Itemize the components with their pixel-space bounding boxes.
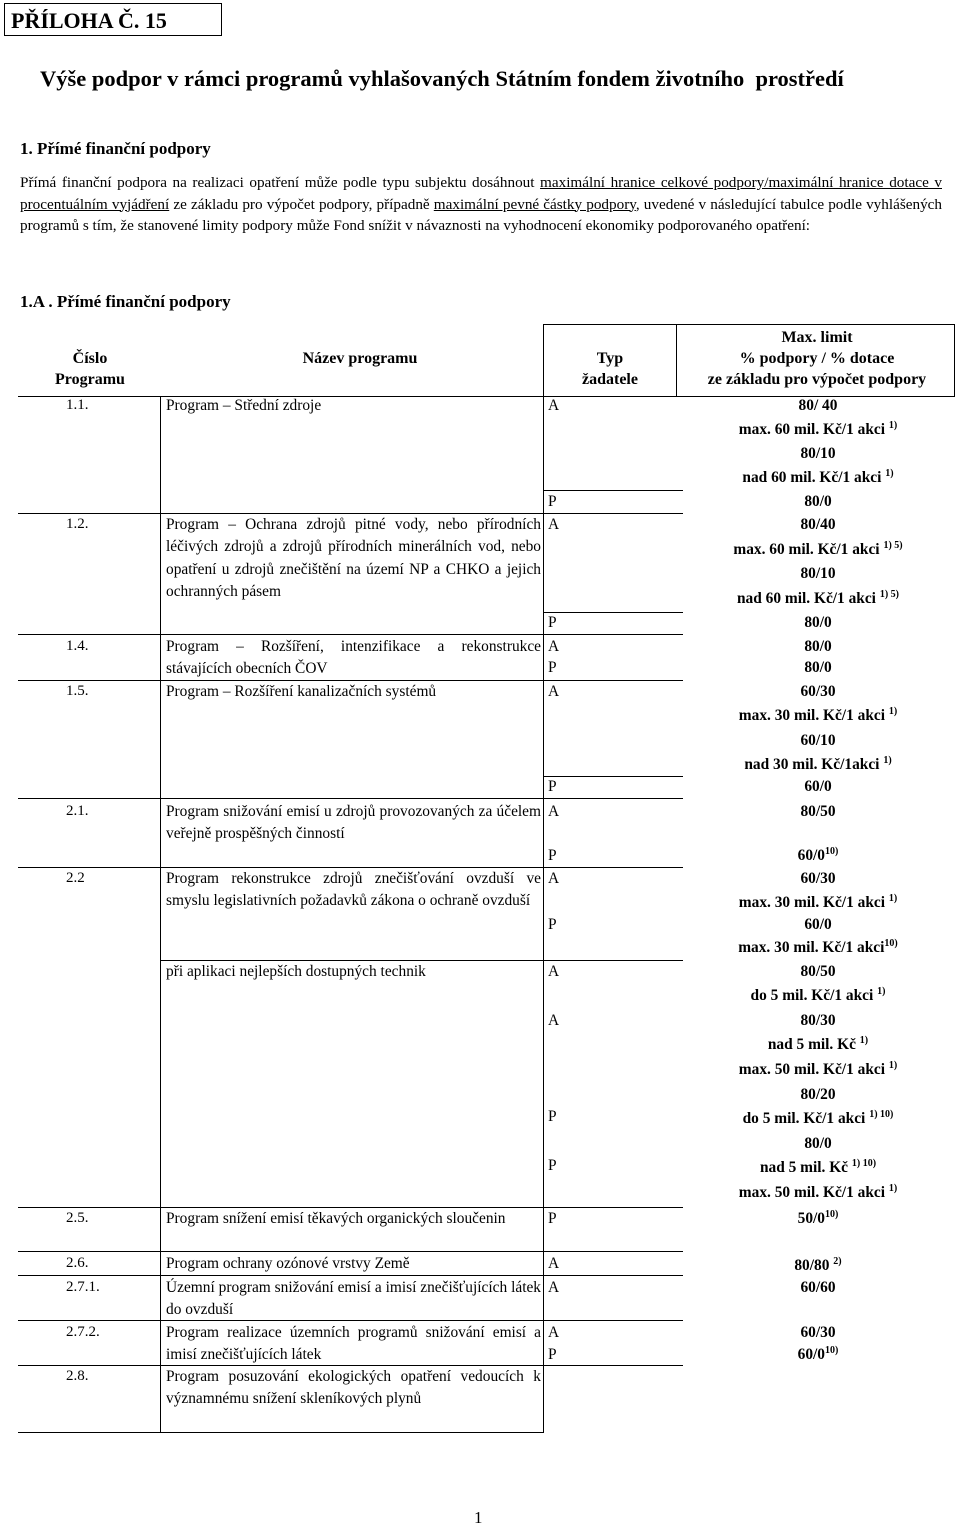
program-name: Program – Ochrana zdrojů pitné vody, nebo přírodních léčivých zdrojů a zdrojů přírodních minerálních vod, nebo opatření u zdrojů znečištění na území NP a CHKO a jejich ochranných pásem [166, 516, 541, 601]
limit-value: 60/0$^{10)}$ [797, 1345, 839, 1363]
applicant-type: A [548, 683, 560, 700]
limit-value: 60/0 [804, 778, 832, 795]
limit-value: 60/0 [804, 916, 832, 933]
limit-condition: max. 30 mil. Kč/1 akci $^{1)}$ [738, 706, 898, 724]
limit-value: 80/80 $^{2)}$ [794, 1256, 842, 1274]
program-number: 1.1. [66, 397, 89, 413]
program-number: 1.2. [66, 516, 89, 532]
applicant-type: A [548, 397, 560, 414]
applicant-type: A [548, 1012, 560, 1029]
limit-condition: max. 60 mil. Kč/1 akci $^{1) 5)}$ [733, 540, 903, 558]
limit-condition: nad 30 mil. Kč/1akci $^{1)}$ [744, 755, 892, 773]
limit-condition: max. 50 mil. Kč/1 akci $^{1)}$ [738, 1183, 898, 1201]
row-divider [543, 776, 683, 777]
limit-condition: max. 60 mil. Kč/1 akci $^{1)}$ [738, 420, 898, 438]
program-name: Program snižování emisí u zdrojů provozovaných za účelem veřejně prospěšných činností [166, 803, 541, 842]
table-column-divider [543, 396, 544, 1432]
intro-paragraph: Přímá finanční podpora na realizaci opatření může podle typu subjektu dosáhnout maximální hranice celkové podpory/maximální hranice dotace v procentuálním vyjádření ze základu pro výpočet podpory, případně maximální pevné částky podpory, uvedené v následující tabulce podle vyhlášených programů s tím, že stanovené limity podpory může Fond snížit v návaznosti na vyhodnocení ekonomiky podporovaného opatření: [20, 174, 943, 235]
limit-condition: max. 30 mil. Kč/1 akci$^{10)}$ [738, 938, 898, 956]
limit-value: 80/0 [804, 1135, 832, 1152]
program-name: Program posuzování ekologických opatření vedoucích k významnému snížení skleníkových plynů [166, 1368, 541, 1407]
applicant-type: A [548, 803, 560, 820]
footnote-ref: 10) [825, 1345, 839, 1356]
applicant-type: P [548, 1157, 557, 1174]
footnote-ref: 1) [883, 755, 892, 766]
program-name: při aplikaci nejlepších dostupných technik [166, 963, 426, 980]
limit-value: 60/30 [800, 870, 836, 887]
limit-value: 60/30 [800, 1324, 836, 1341]
program-name: Program rekonstrukce zdrojů znečišťování ovzduší ve smyslu legislativních požadavků zákona o ochraně ovzduší [166, 870, 541, 909]
page-number: 1 [474, 1508, 483, 1527]
footnote-ref: 1) [888, 1060, 898, 1071]
row-divider [543, 490, 683, 491]
intro-underlined-fixed-amount: maximální pevné částky podpory [433, 195, 636, 213]
applicant-type: P [548, 614, 557, 631]
footnote-ref: 10) [884, 938, 898, 949]
table-bottom-line [18, 1432, 544, 1433]
table-top-line [543, 324, 955, 325]
annex-label: PŘÍLOHA Č. 15 [4, 3, 222, 36]
footnote-ref: 1) 10) [869, 1109, 894, 1120]
applicant-type: P [548, 778, 557, 795]
row-divider [18, 1275, 683, 1276]
limit-value: 80/10 [800, 565, 836, 582]
limit-condition: nad 5 mil. Kč $^{1) 10)}$ [759, 1158, 877, 1176]
row-divider [18, 1251, 683, 1252]
applicant-type: A [548, 1255, 560, 1272]
footnote-ref: 1) [888, 420, 898, 431]
table-header-divider [676, 324, 677, 397]
footnote-ref: 1) [888, 1183, 898, 1194]
applicant-type: P [548, 1108, 557, 1125]
footnote-ref: 10) [825, 846, 839, 857]
footnote-ref: 1) [888, 893, 898, 904]
header-max-limit: Max. limit % podpory / % dotace ze základu pro výpočet podpory [707, 329, 927, 388]
limit-value: 80/40 [800, 516, 836, 533]
limit-condition: nad 60 mil. Kč/1 akci $^{1) 5)}$ [737, 589, 899, 607]
row-divider [18, 798, 683, 799]
program-name: Územní program snižování emisí a imisí znečišťujících látek do ovzduší [166, 1279, 541, 1318]
program-number: 2.8. [66, 1368, 89, 1384]
program-name: Program snížení emisí těkavých organických sloučenin [166, 1210, 506, 1227]
footnote-ref: 1) [885, 468, 894, 479]
program-number: 2.7.1. [66, 1279, 100, 1295]
program-number: 2.6. [66, 1255, 89, 1271]
footnote-ref: 1) 5) [879, 589, 899, 600]
limit-value: 50/0$^{10)}$ [797, 1209, 839, 1227]
applicant-type: A [548, 1324, 560, 1341]
header-number: Číslo Programu [55, 350, 125, 388]
footnote-ref: 1) 10) [851, 1158, 877, 1169]
applicant-type: P [548, 847, 557, 864]
sub-heading: 1.A . Přímé finanční podpory [20, 292, 231, 311]
applicant-type: P [548, 1210, 557, 1227]
limit-value: 80/ 40 [798, 397, 838, 414]
applicant-type: A [548, 516, 560, 533]
limit-value: 60/10 [800, 732, 836, 749]
limit-value: 80/0 [804, 659, 832, 676]
program-name: Program – Rozšíření kanalizačních systémů [166, 683, 437, 700]
row-divider [18, 1320, 683, 1321]
limit-value: 80/0 [804, 638, 832, 655]
limit-value: 60/0$^{10)}$ [797, 846, 839, 864]
program-number: 1.4. [66, 638, 89, 654]
applicant-type: P [548, 1346, 557, 1363]
applicant-type: A [548, 963, 560, 980]
limit-value: 80/0 [804, 614, 832, 631]
footnote-ref: 1) [859, 1035, 869, 1046]
footnote-ref: 2) [833, 1256, 842, 1267]
program-name: Program realizace územních programů snižování emisí a imisí znečišťujících látek [166, 1324, 541, 1363]
program-number: 2.1. [66, 803, 89, 819]
page-title: Výše podpor v rámci programů vyhlašovaných Státním fondem životního prostředí [40, 66, 844, 91]
limit-value: 80/30 [800, 1012, 836, 1029]
applicant-type: P [548, 493, 557, 510]
row-divider [18, 634, 683, 635]
limit-value: 80/10 [800, 445, 836, 462]
intro-underlined-limits: maximální hranice celkové podpory/maximální hranice dotace v procentuálním vyjádření [20, 174, 942, 213]
limit-condition: nad 60 mil. Kč/1 akci $^{1)}$ [742, 468, 894, 486]
program-number: 2.2 [66, 870, 85, 886]
section-heading: 1. Přímé finanční podpory [20, 139, 211, 158]
footnote-ref: 10) [825, 1209, 839, 1220]
table-column-divider [160, 396, 161, 1432]
program-number: 2.7.2. [66, 1324, 100, 1340]
applicant-type: A [548, 638, 560, 655]
program-name: Program – Rozšíření, intenzifikace a rekonstrukce stávajících obecních ČOV [166, 638, 541, 677]
limit-condition: do 5 mil. Kč/1 akci $^{1)}$ [750, 986, 886, 1004]
program-number: 2.5. [66, 1210, 89, 1226]
limit-value: 80/50 [800, 963, 836, 980]
limit-condition: max. 30 mil. Kč/1 akci $^{1)}$ [738, 893, 898, 911]
limit-condition: max. 50 mil. Kč/1 akci $^{1)}$ [738, 1060, 898, 1078]
limit-condition: nad 5 mil. Kč $^{1)}$ [767, 1035, 869, 1053]
applicant-type: P [548, 916, 557, 933]
row-divider [543, 612, 683, 613]
applicant-type: A [548, 1279, 560, 1296]
footnote-ref: 1) [877, 986, 886, 997]
limit-value: 80/20 [800, 1086, 836, 1103]
table-header-divider [543, 324, 544, 397]
program-name: Program – Střední zdroje [166, 397, 322, 414]
footnote-ref: 1) 5) [883, 540, 903, 551]
limit-condition: do 5 mil. Kč/1 akci $^{1) 10)}$ [742, 1109, 894, 1127]
header-name: Název programu [302, 350, 418, 367]
header-applicant-type: Typ žadatele [582, 350, 638, 388]
footnote-ref: 1) [888, 706, 898, 717]
applicant-type: A [548, 870, 560, 887]
program-name: Program ochrany ozónové vrstvy Země [166, 1255, 410, 1272]
limit-value: 80/50 [800, 803, 836, 820]
limit-value: 60/30 [800, 683, 836, 700]
program-number: 1.5. [66, 683, 89, 699]
applicant-type: P [548, 659, 557, 676]
limit-value: 60/60 [800, 1279, 836, 1296]
limit-value: 80/0 [804, 493, 832, 510]
